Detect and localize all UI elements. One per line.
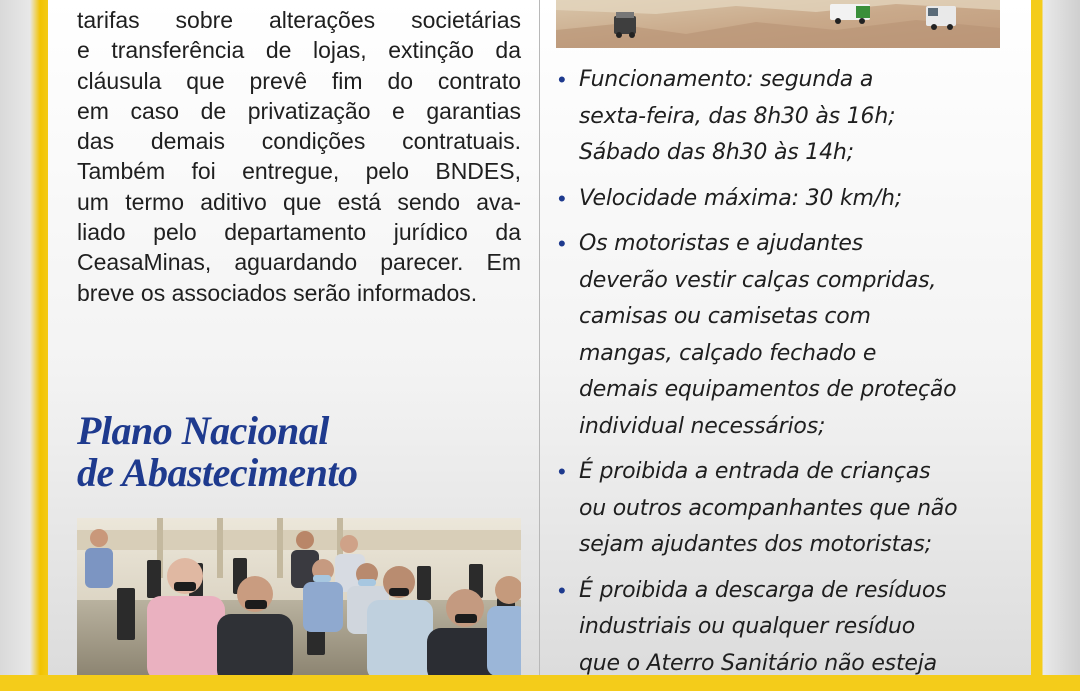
body-line: um termo aditivo que está sendo ava- (77, 188, 521, 215)
body-line: das demais condições contratuais. (77, 128, 521, 155)
landfill-trucks-photo (556, 0, 1000, 48)
body-line: em caso de privatização e garantias (77, 97, 521, 124)
rule-line: ou outros acompanhantes que não (579, 495, 958, 521)
rule-line: É proibida a descarga de resíduos (579, 577, 947, 603)
rule-line: sejam ajudantes dos motoristas; (579, 532, 932, 557)
landfill-rules-list (556, 62, 1006, 691)
heading-line: Plano Nacional (77, 408, 329, 453)
rule-line: Velocidade máxima: 30 km/h; (579, 185, 902, 211)
meeting-photo (77, 518, 521, 675)
rule-item-speed (556, 181, 1006, 218)
rule-item-no-children (556, 454, 1006, 564)
bullet-icon: • (558, 577, 566, 603)
landfill-trucks-illustration (556, 0, 1000, 48)
body-line: Também foi entregue, pelo BNDES, (77, 158, 521, 185)
column-divider (539, 0, 540, 675)
rule-line: camisas ou camisetas com (579, 304, 871, 329)
rule-line: individual necessários; (579, 413, 826, 439)
bullet-icon: • (558, 231, 566, 256)
body-line: e transferência de lojas, extinção da (77, 37, 521, 64)
article-body (77, 5, 521, 308)
bullet-icon: • (558, 185, 566, 211)
rule-item-no-industrial-waste (556, 573, 1006, 683)
rule-line: industriais ou qualquer resíduo (579, 614, 915, 639)
body-line: CeasaMinas, aguardando parecer. Em (77, 249, 521, 276)
body-line: tarifas sobre alterações societárias (77, 7, 521, 33)
rule-line: que o Aterro Sanitário não esteja (579, 650, 937, 676)
rule-line: Funcionamento: segunda a (579, 67, 874, 92)
rule-item-hours (556, 62, 1006, 172)
rule-line: sexta-feira, das 8h30 às 16h; (579, 103, 896, 129)
bullet-icon: • (558, 459, 566, 484)
rule-line: deverão vestir calças compridas, (579, 267, 937, 293)
body-line: cláusula que prevê fim do contrato (77, 67, 521, 94)
rule-item-clothing (556, 226, 1006, 445)
heading-line: de Abastecimento (77, 450, 358, 495)
rule-line: Os motoristas e ajudantes (579, 231, 864, 256)
rule-line: É proibida a entrada de crianças (579, 459, 931, 484)
rule-line: demais equipamentos de proteção (579, 377, 957, 402)
rule-line: mangas, calçado fechado e (579, 340, 877, 366)
body-line: liado pelo departamento jurídico da (77, 219, 521, 246)
rule-line: Sábado das 8h30 às 14h; (579, 140, 854, 165)
bullet-icon: • (558, 67, 566, 92)
meeting-photo-illustration (77, 518, 521, 675)
section-heading (77, 410, 521, 494)
body-line: breve os associados serão informados. (77, 279, 478, 306)
